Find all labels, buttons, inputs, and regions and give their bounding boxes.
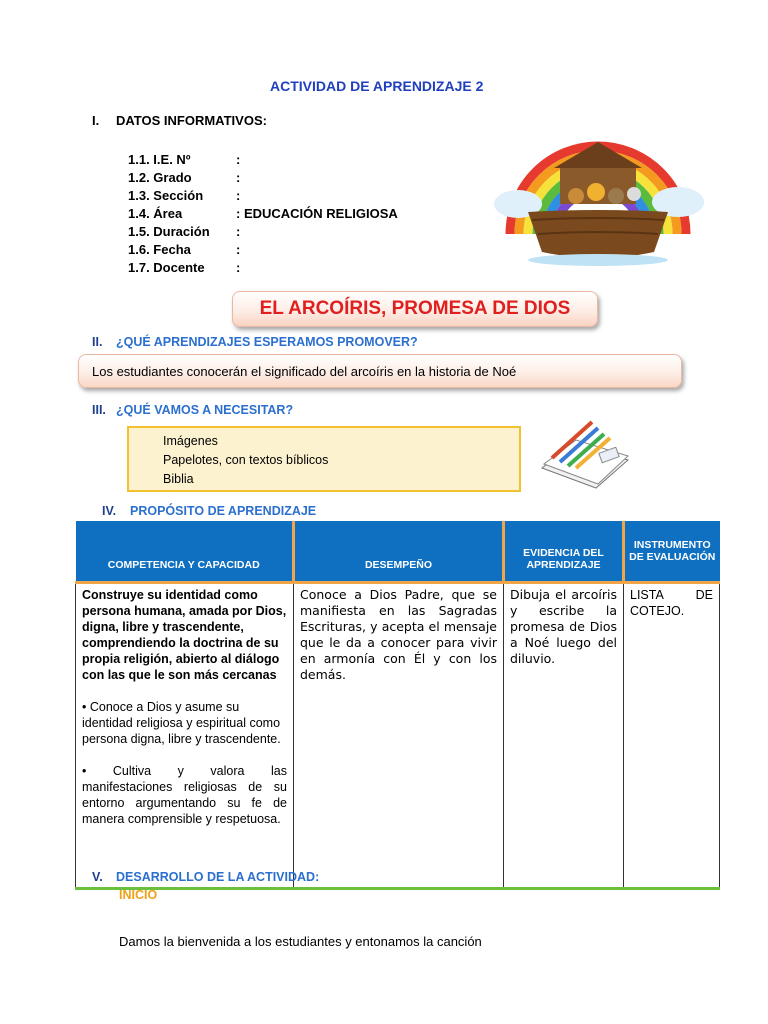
materials-item: Papelotes, con textos bíblicos [163,453,329,467]
learning-purpose-table [75,521,720,890]
section-5-heading: V. DESARROLLO DE LA ACTIVIDAD: [92,870,320,884]
info-row-docente: 1.7. Docente : [128,260,241,275]
header-evidencia: EVIDENCIA DEL APRENDIZAJE [504,521,624,583]
papers-pencils-image [538,418,630,498]
info-row-fecha: 1.6. Fecha : [128,242,241,257]
cell-evidencia: Dibuja el arcoíris y escribe la promesa de Dios a Noé luego del diluvio. [504,583,624,889]
info-list [128,152,398,278]
activity-title-banner: EL ARCOÍRIS, PROMESA DE DIOS [232,291,598,327]
capacidad-2-text: • Cultiva y valora las manifestaciones religiosas de su entorno argumentando su fe de manera comprensible y respetuosa. [82,764,287,826]
capacidad-1-text: • Conoce a Dios y asume su identidad religiosa y espiritual como persona digna, libre y trascendente. [82,700,281,746]
table-header-row [76,521,720,583]
materials-item: Imágenes [163,434,218,448]
header-instrumento: INSTRUMENTO DE EVALUACIÓN [624,521,720,583]
info-row-seccion: 1.3. Sección : [128,188,241,203]
noah-ark-rainbow-image [488,84,708,284]
info-row-grado: 1.2. Grado : [128,170,241,185]
competencia-text: Construye su identidad como persona humana, amada por Dios, digna, libre y trascendente, comprendiendo la doctrina de su propia religión, abierto al diálogo con las que le son más cercanas [82,588,287,682]
cell-instrumento: LISTA DE COTEJO. [624,583,720,889]
info-row-ie: 1.1. I.E. Nº : [128,152,241,167]
materials-box [127,426,521,492]
section-3-heading: III. ¿QUÉ VAMOS A NECESITAR? [92,403,294,417]
section-4-heading: IV. PROPÓSITO DE APRENDIZAJE [102,504,317,518]
cell-desempeno: Conoce a Dios Padre, que se manifiesta en las Sagradas Escrituras, y acepta el mensaje que le da a conocer para vivir en armonía con Él y con los demás. [294,583,504,889]
table-row [76,583,720,889]
info-row-area: 1.4. Área : EDUCACIÓN RELIGIOSA [128,206,398,221]
learning-goal-box: Los estudiantes conocerán el significado del arcoíris en la historia de Noé [78,354,682,388]
header-desempeno: DESEMPEÑO [294,521,504,583]
info-row-duracion: 1.5. Duración : [128,224,241,239]
page-title: ACTIVIDAD DE APRENDIZAJE 2 [270,78,484,94]
inicio-subheading: INICIO [119,888,158,902]
section-2-heading: II. ¿QUÉ APRENDIZAJES ESPERAMOS PROMOVER? [92,335,418,349]
materials-item: Biblia [163,472,194,486]
header-competencia: COMPETENCIA Y CAPACIDAD [76,521,294,583]
cell-competencia [76,583,294,889]
inicio-paragraph: Damos la bienvenida a los estudiantes y entonamos la canción [119,934,482,949]
section-1-heading: I. DATOS INFORMATIVOS: [92,113,267,128]
